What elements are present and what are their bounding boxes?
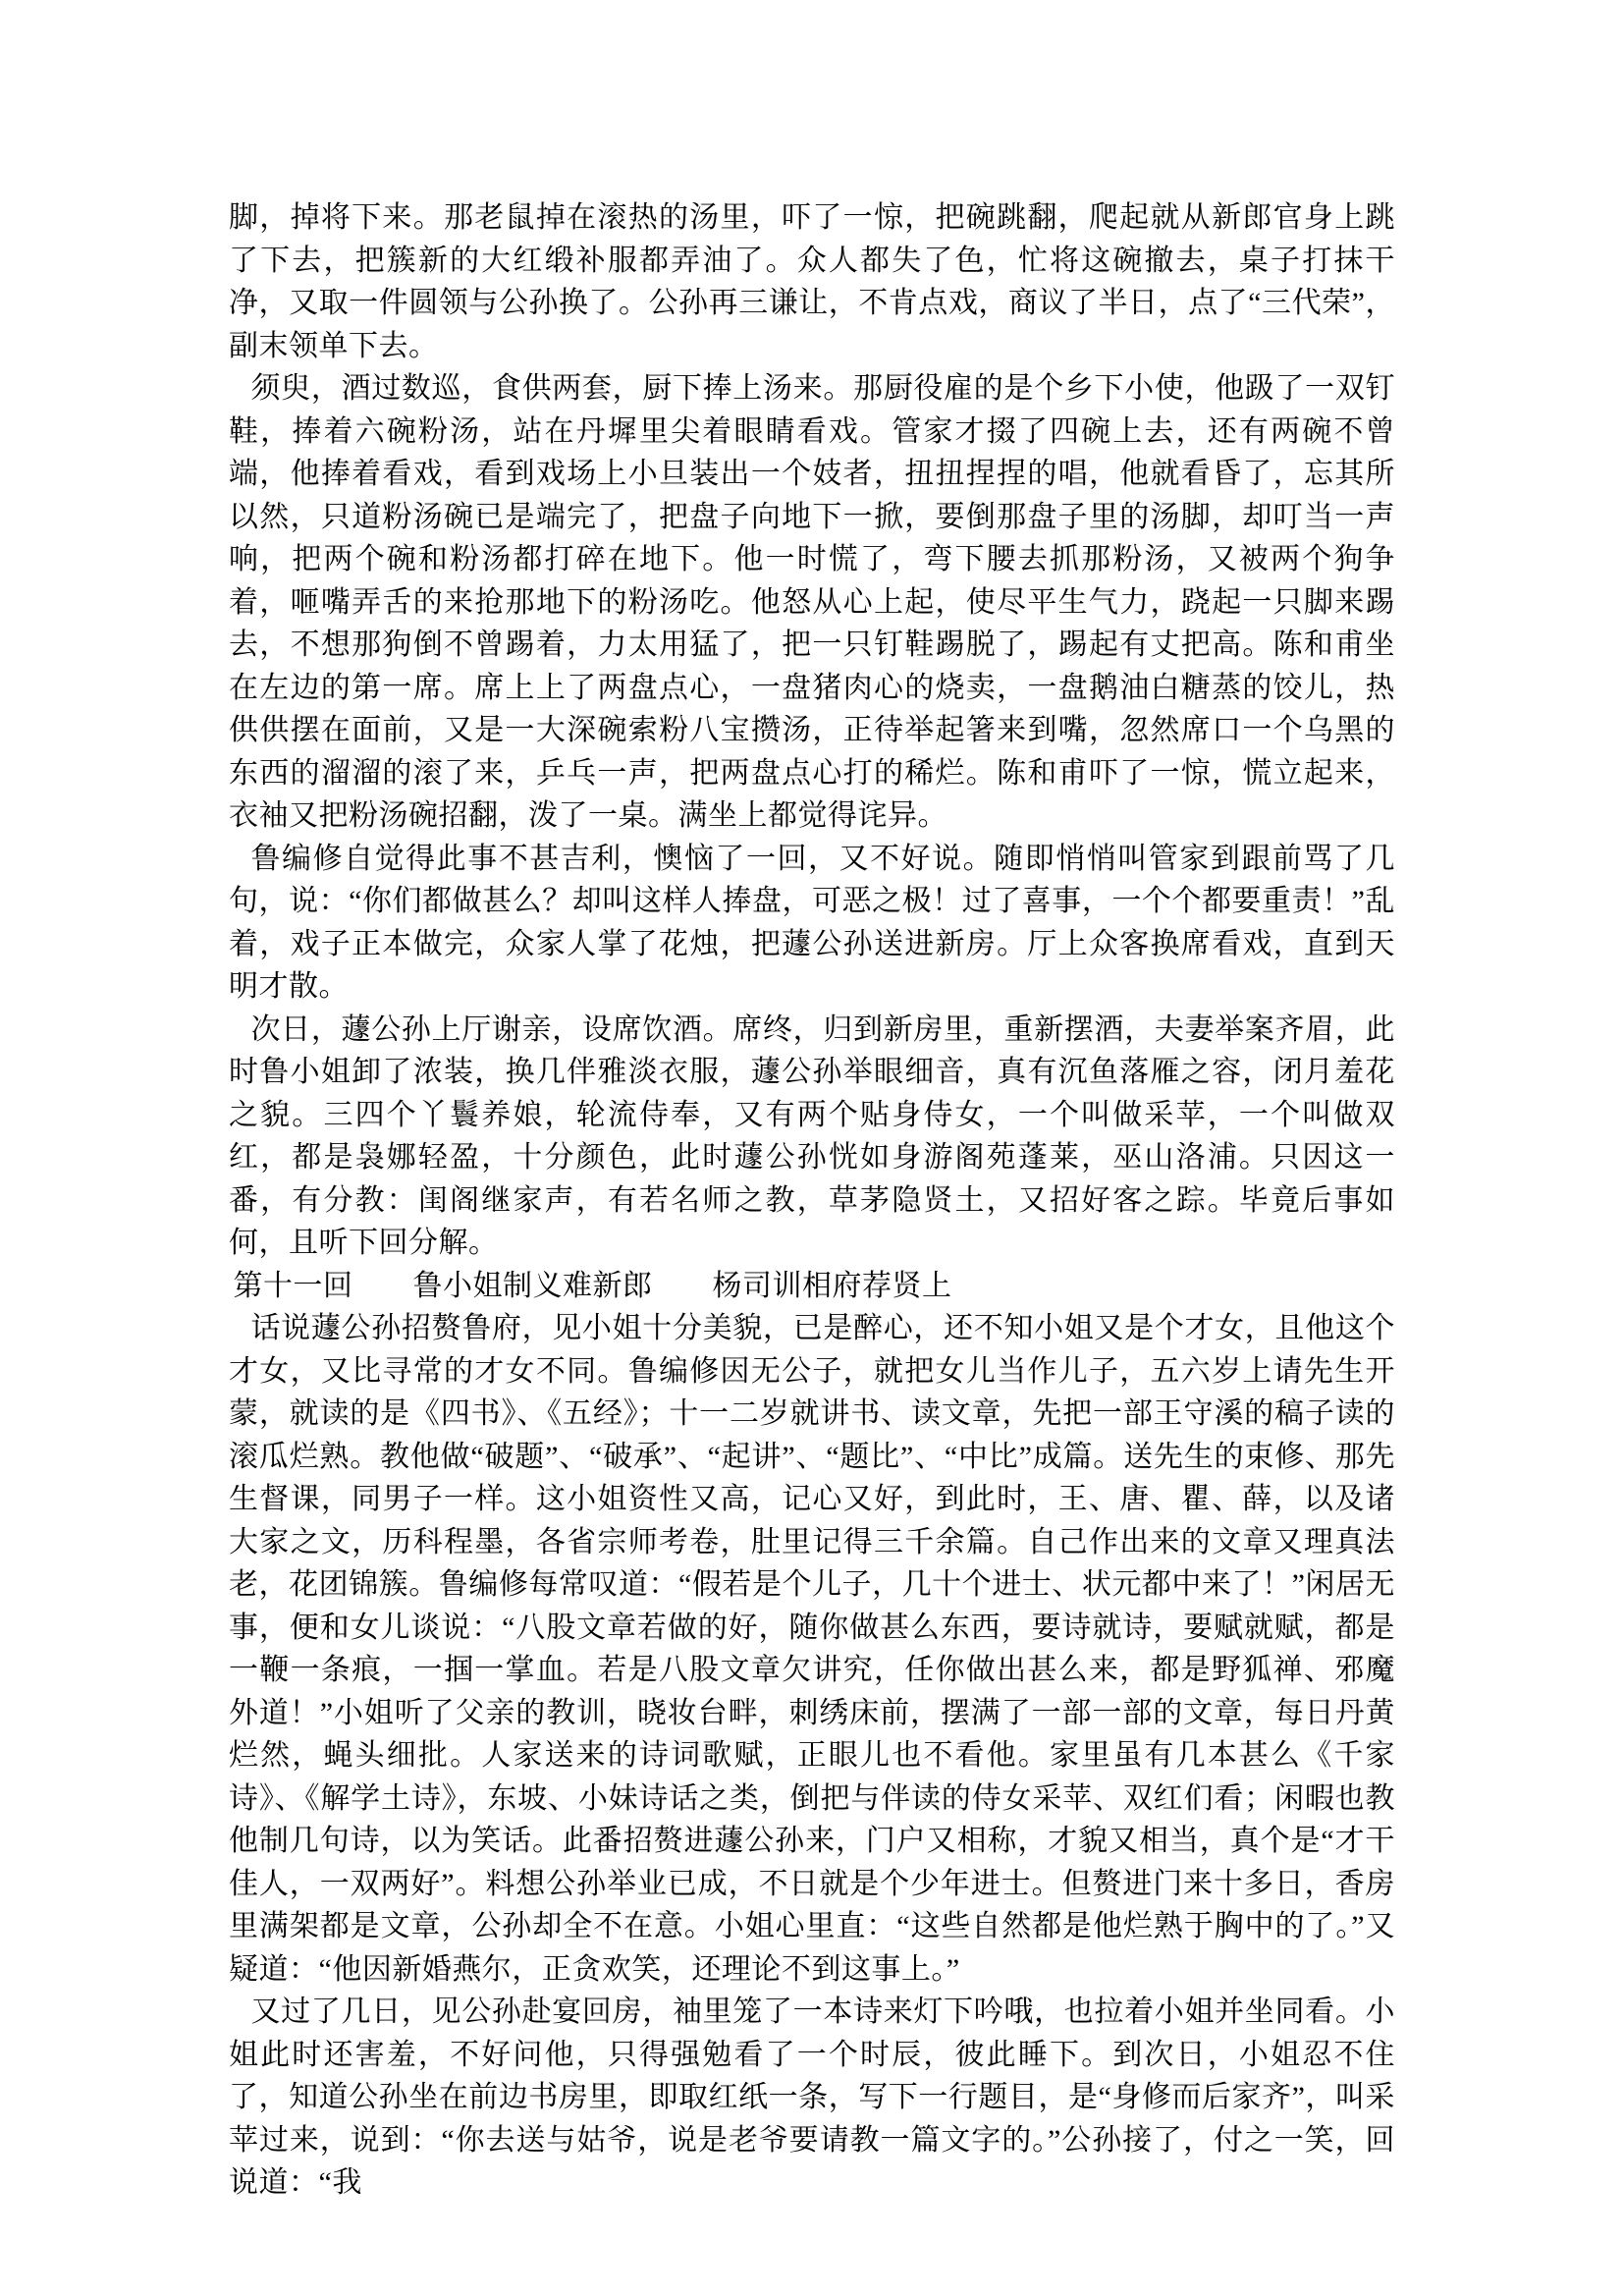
chapter-heading: 第十一回 鲁小姐制义难新郎 杨司训相府荐贤上 <box>233 1269 952 1302</box>
paragraph: 须臾，酒过数巡，食供两套，厨下捧上汤来。那厨役雇的是个乡下小使，他趿了一双钉鞋，捧着六碗粉汤，站在丹墀里尖着眼睛看戏。管家才掇了四碗上去，还有两碗不曾端，他捧着看戏，看到戏场上小旦装出一个妓者，扭扭捏捏的唱，他就看昏了，忘其所以然，只道粉汤碗已是端完了，把盘子向地下一掀，要倒那盘子里的汤脚，却叮当一声响，把两个碗和粉汤都打碎在地下。他一时慌了，弯下腰去抓那粉汤，又被两个狗争着，咂嘴弄舌的来抢那地下的粉汤吃。他怒从心上起，使尽平生气力，跷起一只脚来踢去，不想那狗倒不曾踢着，力太用猛了，把一只钉鞋踢脱了，踢起有丈把高。陈和甫坐在左边的第一席。席上上了两盘点心，一盘猪肉心的烧卖，一盘鹅油白糖蒸的饺儿，热供供摆在面前，又是一大深碗索粉八宝攒汤，正待举起箸来到嘴，忽然席口一个乌黑的东西的溜溜的滚了来，乒乓一声，把两盘点心打的稀烂。陈和甫吓了一惊，慌立起来，衣袖又把粉汤碗招翻，泼了一桌。满坐上都觉得诧异。 <box>229 372 1395 832</box>
paragraph: 次日，蘧公孙上厅谢亲，设席饮酒。席终，归到新房里，重新摆酒，夫妻举案齐眉，此时鲁小姐卸了浓装，换几伴雅淡衣服，蘧公孙举眼细音，真有沉鱼落雁之容，闭月羞花之貌。三四个丫鬟养娘，轮流侍奉，又有两个贴身侍女，一个叫做采苹，一个叫做双红，都是袅娜轻盈，十分颜色，此时蘧公孙恍如身游阁苑蓬莱，巫山洛浦。只因这一番，有分教：闺阁继家声，有若名师之教，草茅隐贤土，又招好客之踪。毕竟后事如何，且听下回分解。 <box>229 1012 1395 1259</box>
paragraph: 又过了几日，见公孙赴宴回房，袖里笼了一本诗来灯下吟哦，也拉着小姐并坐同看。小姐此时还害羞，不好问他，只得强勉看了一个时辰，彼此睡下。到次日，小姐忍不住了，知道公孙坐在前边书房里，即取红纸一条，写下一行题目，是“身修而后家齐”，叫采苹过来，说到：“你去送与姑爷，说是老爷要请教一篇文字的。”公孙接了，付之一笑，回说道：“我 <box>229 1995 1395 2199</box>
paragraph: 鲁编修自觉得此事不甚吉利，懊恼了一回，又不好说。随即悄悄叫管家到跟前骂了几句，说：“你们都做甚么？却叫这样人捧盘，可恶之极！过了喜事，一个个都要重责！”乱着，戏子正本做完，众家人掌了花烛，把蘧公孙送进新房。厅上众客换席看戏，直到天明才散。 <box>229 842 1395 1003</box>
paragraph: 话说蘧公孙招赘鲁府，见小姐十分美貌，已是醉心，还不知小姐又是个才女，且他这个才女，又比寻常的才女不同。鲁编修因无公子，就把女儿当作儿子，五六岁上请先生开蒙，就读的是《四书》、《五经》；十一二岁就讲书、读文章，先把一部王守溪的稿子读的滚瓜烂熟。教他做“破题”、“破承”、“起讲”、“题比”、“中比”成篇。送先生的束修、那先生督课，同男子一样。这小姐资性又高，记心又好，到此时，王、唐、瞿、薛，以及诸大家之文，历科程墨，各省宗师考卷，肚里记得三千余篇。自己作出来的文章又理真法老，花团锦簇。鲁编修每常叹道：“假若是个儿子，几十个进士、状元都中来了！”闲居无事，便和女儿谈说：“八股文章若做的好，随你做甚么东西，要诗就诗，要赋就赋，都是一鞭一条痕，一掴一掌血。若是八股文章欠讲究，任你做出甚么来，都是野狐禅、邪魔外道！”小姐听了父亲的教训，晓妆台畔，刺绣床前，摆满了一部一部的文章，每日丹黄烂然，蝇头细批。人家送来的诗词歌赋，正眼儿也不看他。家里虽有几本甚么《千家诗》、《解学土诗》，东坡、小妹诗话之类，倒把与伴读的侍女采苹、双红们看；闲暇也教他制几句诗，以为笑话。此番招赘进蘧公孙来，门户又相称，才貌又相当，真个是“才干佳人，一双两好”。料想公孙举业已成，不日就是个少年进士。但赘进门来十多日，香房里满架都是文章，公孙却全不在意。小姐心里直：“这些自然都是他烂熟于胸中的了。”又疑道：“他因新婚燕尔，正贪欢笑，还理论不到这事上。” <box>229 1312 1395 1986</box>
paragraph: 脚，掉将下来。那老鼠掉在滚热的汤里，吓了一惊，把碗跳翻，爬起就从新郎官身上跳了下去，把簇新的大红缎补服都弄油了。众人都失了色，忙将这碗撤去，桌子打抹干净，又取一件圆领与公孙换了。公孙再三谦让，不肯点戏，商议了半日，点了“三代荣”，副末领单下去。 <box>229 201 1395 362</box>
document-text-block <box>229 196 1395 2205</box>
